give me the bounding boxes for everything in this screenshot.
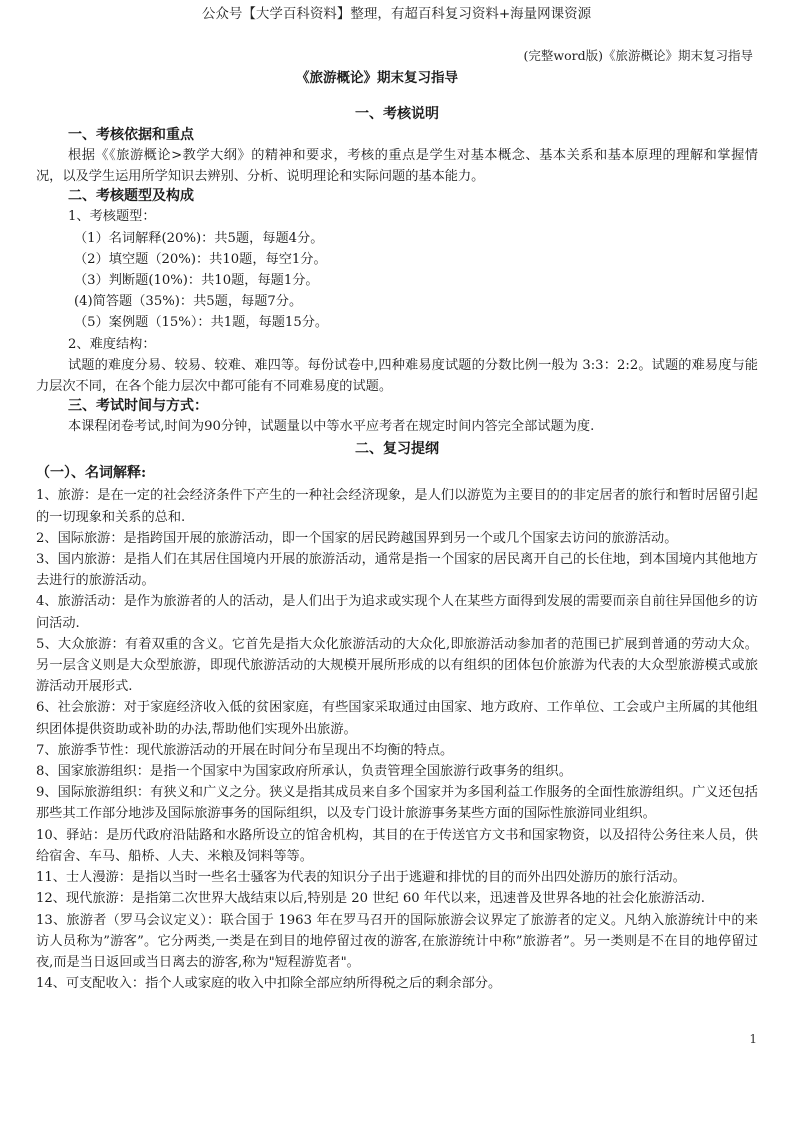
term-item: 4、旅游活动：是作为旅游者的人的活动，是人们出于为追求或实现个人在某些方面得到发展的需要而亲自前往异国他乡的访问活动. bbox=[36, 594, 758, 631]
term-item: 10、驿站：是历代政府沿陆路和水路所设立的馆舍机构，其目的在于传送官方文书和国家物资，以及招待公务往来人员，供给宿舍、车马、船桥、人夫、米粮及饲料等等。 bbox=[36, 827, 758, 864]
document-body bbox=[36, 66, 758, 994]
question-type-item: （2）填空题（20%)：共10题，每空1分。 bbox=[74, 251, 327, 267]
section3-text: 本课程闭卷考试,时间为90分钟，试题量以中等水平应考者在规定时间内答完全部试题为度. bbox=[68, 419, 595, 435]
section1-text: 根据《《旅游概论>教学大纲》的精神和要求，考核的重点是学生对基本概念、基本关系和基本原理的理解和掌握情况，以及学生运用所学知识去辨别、分析、说明理论和实际问题的基本能力。 bbox=[36, 148, 758, 185]
document-header: (完整word版)《旅游概论》期末复习指导 bbox=[523, 48, 753, 63]
term-item: 7、旅游季节性：现代旅游活动的开展在时间分布呈现出不均衡的特点。 bbox=[36, 742, 454, 758]
section2-subtitle-types: 1、考核题型： bbox=[68, 209, 156, 225]
page-number: 1 bbox=[749, 1032, 757, 1046]
terms-list bbox=[36, 485, 758, 994]
term-item: 9、国际旅游组织：有狭义和广义之分。狭义是指其成员来自多个国家并为多国利益工作服务的全面性旅游组织。广义还包括那些其工作部分地涉及国际旅游事务的国际组织，以及专门设计旅游事务某些方面的国际性旅游同业组织。 bbox=[36, 785, 758, 822]
question-type-item: （1）名词解释(20%)：共5题，每题4分。 bbox=[74, 230, 324, 246]
term-item: 5、大众旅游：有着双重的含义。它首先是指大众化旅游活动的大众化,即旅游活动参加者的范围已扩展到普通的劳动大众。另一层含义则是大众型旅游，即现代旅游活动的大规模开展所形成的以有组织的团体包价旅游为代表的大众型旅游模式或旅游活动开展形式. bbox=[36, 636, 758, 695]
term-item: 14、可支配收入：指个人或家庭的收入中扣除全部应纳所得税之后的剩余部分。 bbox=[36, 976, 502, 992]
term-item: 12、现代旅游：是指第二次世界大战结束以后,特别是 20 世纪 60 年代以来，迅速普及世界各地的社会化旅游活动. bbox=[36, 891, 705, 907]
question-type-item: (4)简答题（35%)：共5题，每题7分。 bbox=[74, 294, 303, 310]
terms-heading: （一）、名词解释: bbox=[36, 465, 147, 482]
term-item: 3、国内旅游：是指人们在其居住国境内开展的旅游活动，通常是指一个国家的居民离开自己的长住地，到本国境内其他地方去进行的旅游活动。 bbox=[36, 552, 758, 589]
question-type-item: （3）判断题(10%)：共10题，每题1分。 bbox=[74, 273, 319, 289]
question-type-item: （5）案例题（15%）：共1题，每题15分。 bbox=[74, 315, 329, 331]
section2-difficulty-text: 试题的难度分易、较易、较难、难四等。每份试卷中,四种难易度试题的分数比例一般为 3:3：2:2。试题的难易度与能力层次不同，在各个能力层次中都可能有不同难易度的试题。 bbox=[36, 357, 758, 395]
part2-title: 二、复习提纲 bbox=[355, 441, 439, 458]
term-item: 8、国家旅游组织：是指一个国家中为国家政府所承认，负责管理全国旅游行政事务的组织。 bbox=[36, 764, 572, 780]
term-item: 6、社会旅游：对于家庭经济收入低的贫困家庭，有些国家采取通过由国家、地方政府、工作单位、工会或户主所属的其他组织团体提供资助或补助的办法,帮助他们实现外出旅游。 bbox=[36, 700, 758, 737]
term-item: 11、士人漫游：是指以当时一些名士骚客为代表的知识分子出于逃避和排忧的目的而外出四处游历的旅行活动。 bbox=[36, 870, 686, 886]
section3-title: 三、考试时间与方式： bbox=[68, 398, 208, 415]
section2-title: 二、考核题型及构成 bbox=[68, 188, 194, 205]
section1-title: 一、考核依据和重点 bbox=[68, 127, 194, 143]
watermark-banner: 公众号【大学百科资料】整理，有超百科复习资料+海量网课资源 bbox=[201, 6, 592, 22]
document-title: 《旅游概论》期末复习指导 bbox=[296, 70, 458, 86]
term-item: 2、国际旅游：是指跨国开展的旅游活动，即一个国家的居民跨越国界到另一个或几个国家去访问的旅游活动。 bbox=[36, 530, 678, 546]
term-item: 1、旅游：是在一定的社会经济条件下产生的一种社会经济现象，是人们以游览为主要目的的非定居者的旅行和暂时居留引起的一切现象和关系的总和. bbox=[36, 488, 758, 525]
section2-subtitle-difficulty: 2、难度结构： bbox=[68, 336, 156, 352]
part1-title: 一、考核说明 bbox=[355, 106, 439, 122]
term-item: 13、旅游者（罗马会议定义）：联合国于 1963 年在罗马召开的国际旅游会议界定了旅游者的定义。凡纳入旅游统计中的来访人员称为”游客”。它分两类,一类是在到目的地停留过夜的游客,在旅游统计中称”旅游者”。另一类则是不在目的地停留过夜,而是当日返回或当日离去的游客,称为"短程游览者"。 bbox=[36, 912, 758, 970]
